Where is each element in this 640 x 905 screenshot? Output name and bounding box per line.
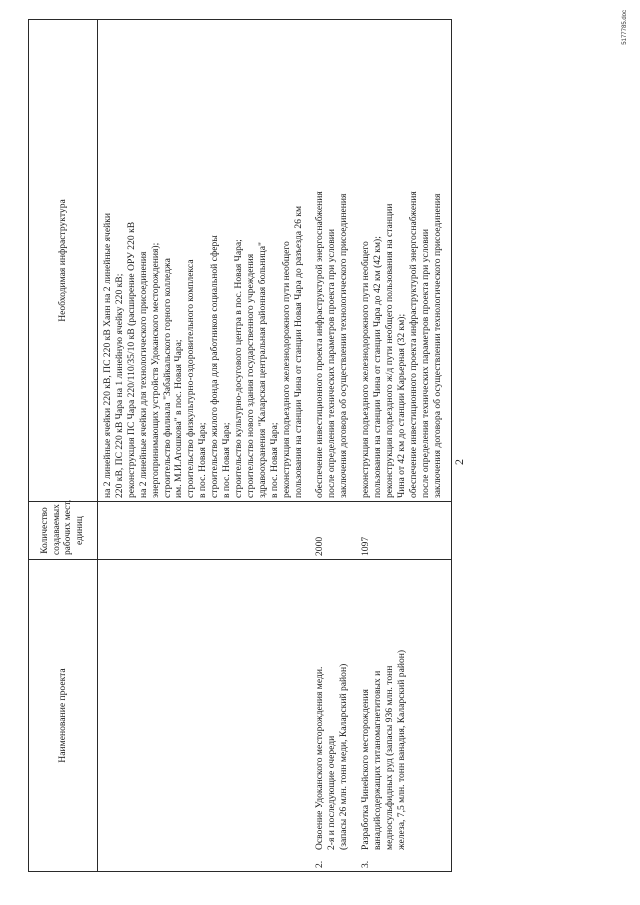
- header-jobs-count: Количество создаваемых рабочих мест, единиц: [29, 502, 98, 560]
- jobs-cell: 2000: [312, 502, 358, 560]
- table-row: [312, 20, 358, 872]
- table-row: [358, 20, 452, 872]
- project-cell: [358, 560, 452, 872]
- jobs-cell: 1097: [358, 502, 452, 560]
- project-cell: [312, 560, 358, 872]
- document-file-code: 5177785.doc: [622, 10, 628, 45]
- page-number: 2: [452, 459, 466, 465]
- jobs-cell: [98, 502, 313, 560]
- project-title: Разработка Чинейского месторождения ванадийсодержащих титаномагнетитовых и медносульфидных руд (запасы 936 млн. тонн железа, 7,5 млн. тонн ванадия, Каларский район): [360, 649, 407, 850]
- row-number: 2.: [314, 860, 326, 868]
- project-title: Освоение Удоканского месторождения меди. 2-я и последующие очереди (запасы 26 млн. тонн меди, Каларский район): [314, 663, 350, 850]
- table-row: [98, 20, 313, 872]
- header-infrastructure: Необходимая инфраструктура: [29, 20, 98, 502]
- infrastructure-cell: реконструкция подъездного железнодорожного пути необщего пользования на станции Чина от станции Чара до 42 км (42 км); реконструкция подъездного ж/д пути необщего пользования на станции Чина от 42 км до станции Карьерная (32 км); обеспечение инвестиционного проекта инфраструктурой энергоснабжения после определения технических параметров проекта при условии заключения договора об осуществлении технологического присоединения: [358, 20, 452, 502]
- row-number: 3.: [360, 860, 372, 868]
- header-project-name: Наименование проекта: [29, 560, 98, 872]
- project-cell: [98, 560, 313, 872]
- infrastructure-cell: на 2 линейные ячейки 220 кВ, ПС 220 кВ Ханн на 2 линейные ячейки 220 кВ, ПС 220 кВ Чара на 1 линейную ячейку 220 кВ; реконструкция ПС Чара 220/110/35/10 кВ (расширение ОРУ 220 кВ на 2 линейные ячейки для технологического присоединения энергопринимающих устройств Удоканского месторождения); строительство филиала "Забайкальского горного колледжа им. М.И.Агошкова" в пос. Новая Чара; строительство физкультурно-оздоровительного комплекса в пос. Новая Чара; строительство жилого фонда для работников социальной сферы в пос. Новая Чара; строительство культурно-досугового центра в пос. Новая Чара; строительство нового здания государственного учреждения здравоохранения "Каларская центральная районная больница" в пос. Новая Чара; реконструкция подъездного железнодорожного пути необщего пользования на станции Чина от станции Новая Чара до разъезда 26 км: [98, 20, 313, 502]
- infrastructure-table: [28, 19, 452, 872]
- table-header-row: [29, 20, 98, 872]
- infrastructure-cell: обеспечение инвестиционного проекта инфраструктурой энергоснабжения после определения технических параметров проекта при условии заключения договора об осуществлении технологического присоединения: [312, 20, 358, 502]
